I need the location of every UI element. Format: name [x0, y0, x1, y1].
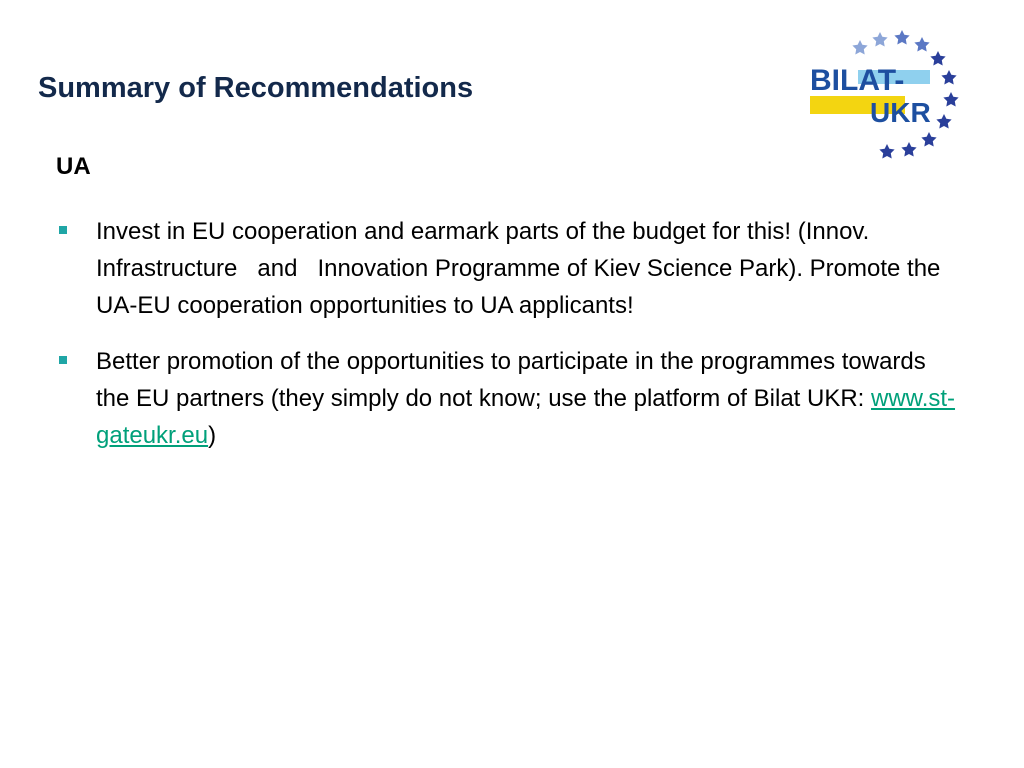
slide-title: Summary of Recommendations: [38, 72, 474, 104]
platform-link[interactable]: www.st-gateukr.eu: [96, 385, 956, 449]
list-item: [56, 213, 956, 324]
section-heading: UA: [56, 153, 91, 180]
square-bullet-icon: [59, 226, 67, 234]
bullet-text: Better promotion of the opportunities to participate in the programmes towards the EU partners (they simply do not know; use the platform of Bilat UKR:: [96, 348, 926, 412]
list-item: [56, 343, 956, 454]
square-bullet-icon: [59, 356, 67, 364]
bullet-text-closing: ): [208, 422, 217, 449]
bullet-text: Invest in EU cooperation and earmark parts of the budget for this! (Innov. Infrastructure and Innovation Programme of Kiev Science Park). Promote the UA-EU cooperation opportunities to UA applicants!: [96, 218, 948, 319]
logo-text-top: BILAT-: [810, 64, 905, 97]
bilat-ukr-logo: [808, 26, 968, 166]
bullet-list: [56, 213, 956, 473]
logo-text-bottom: UKR: [870, 97, 931, 128]
